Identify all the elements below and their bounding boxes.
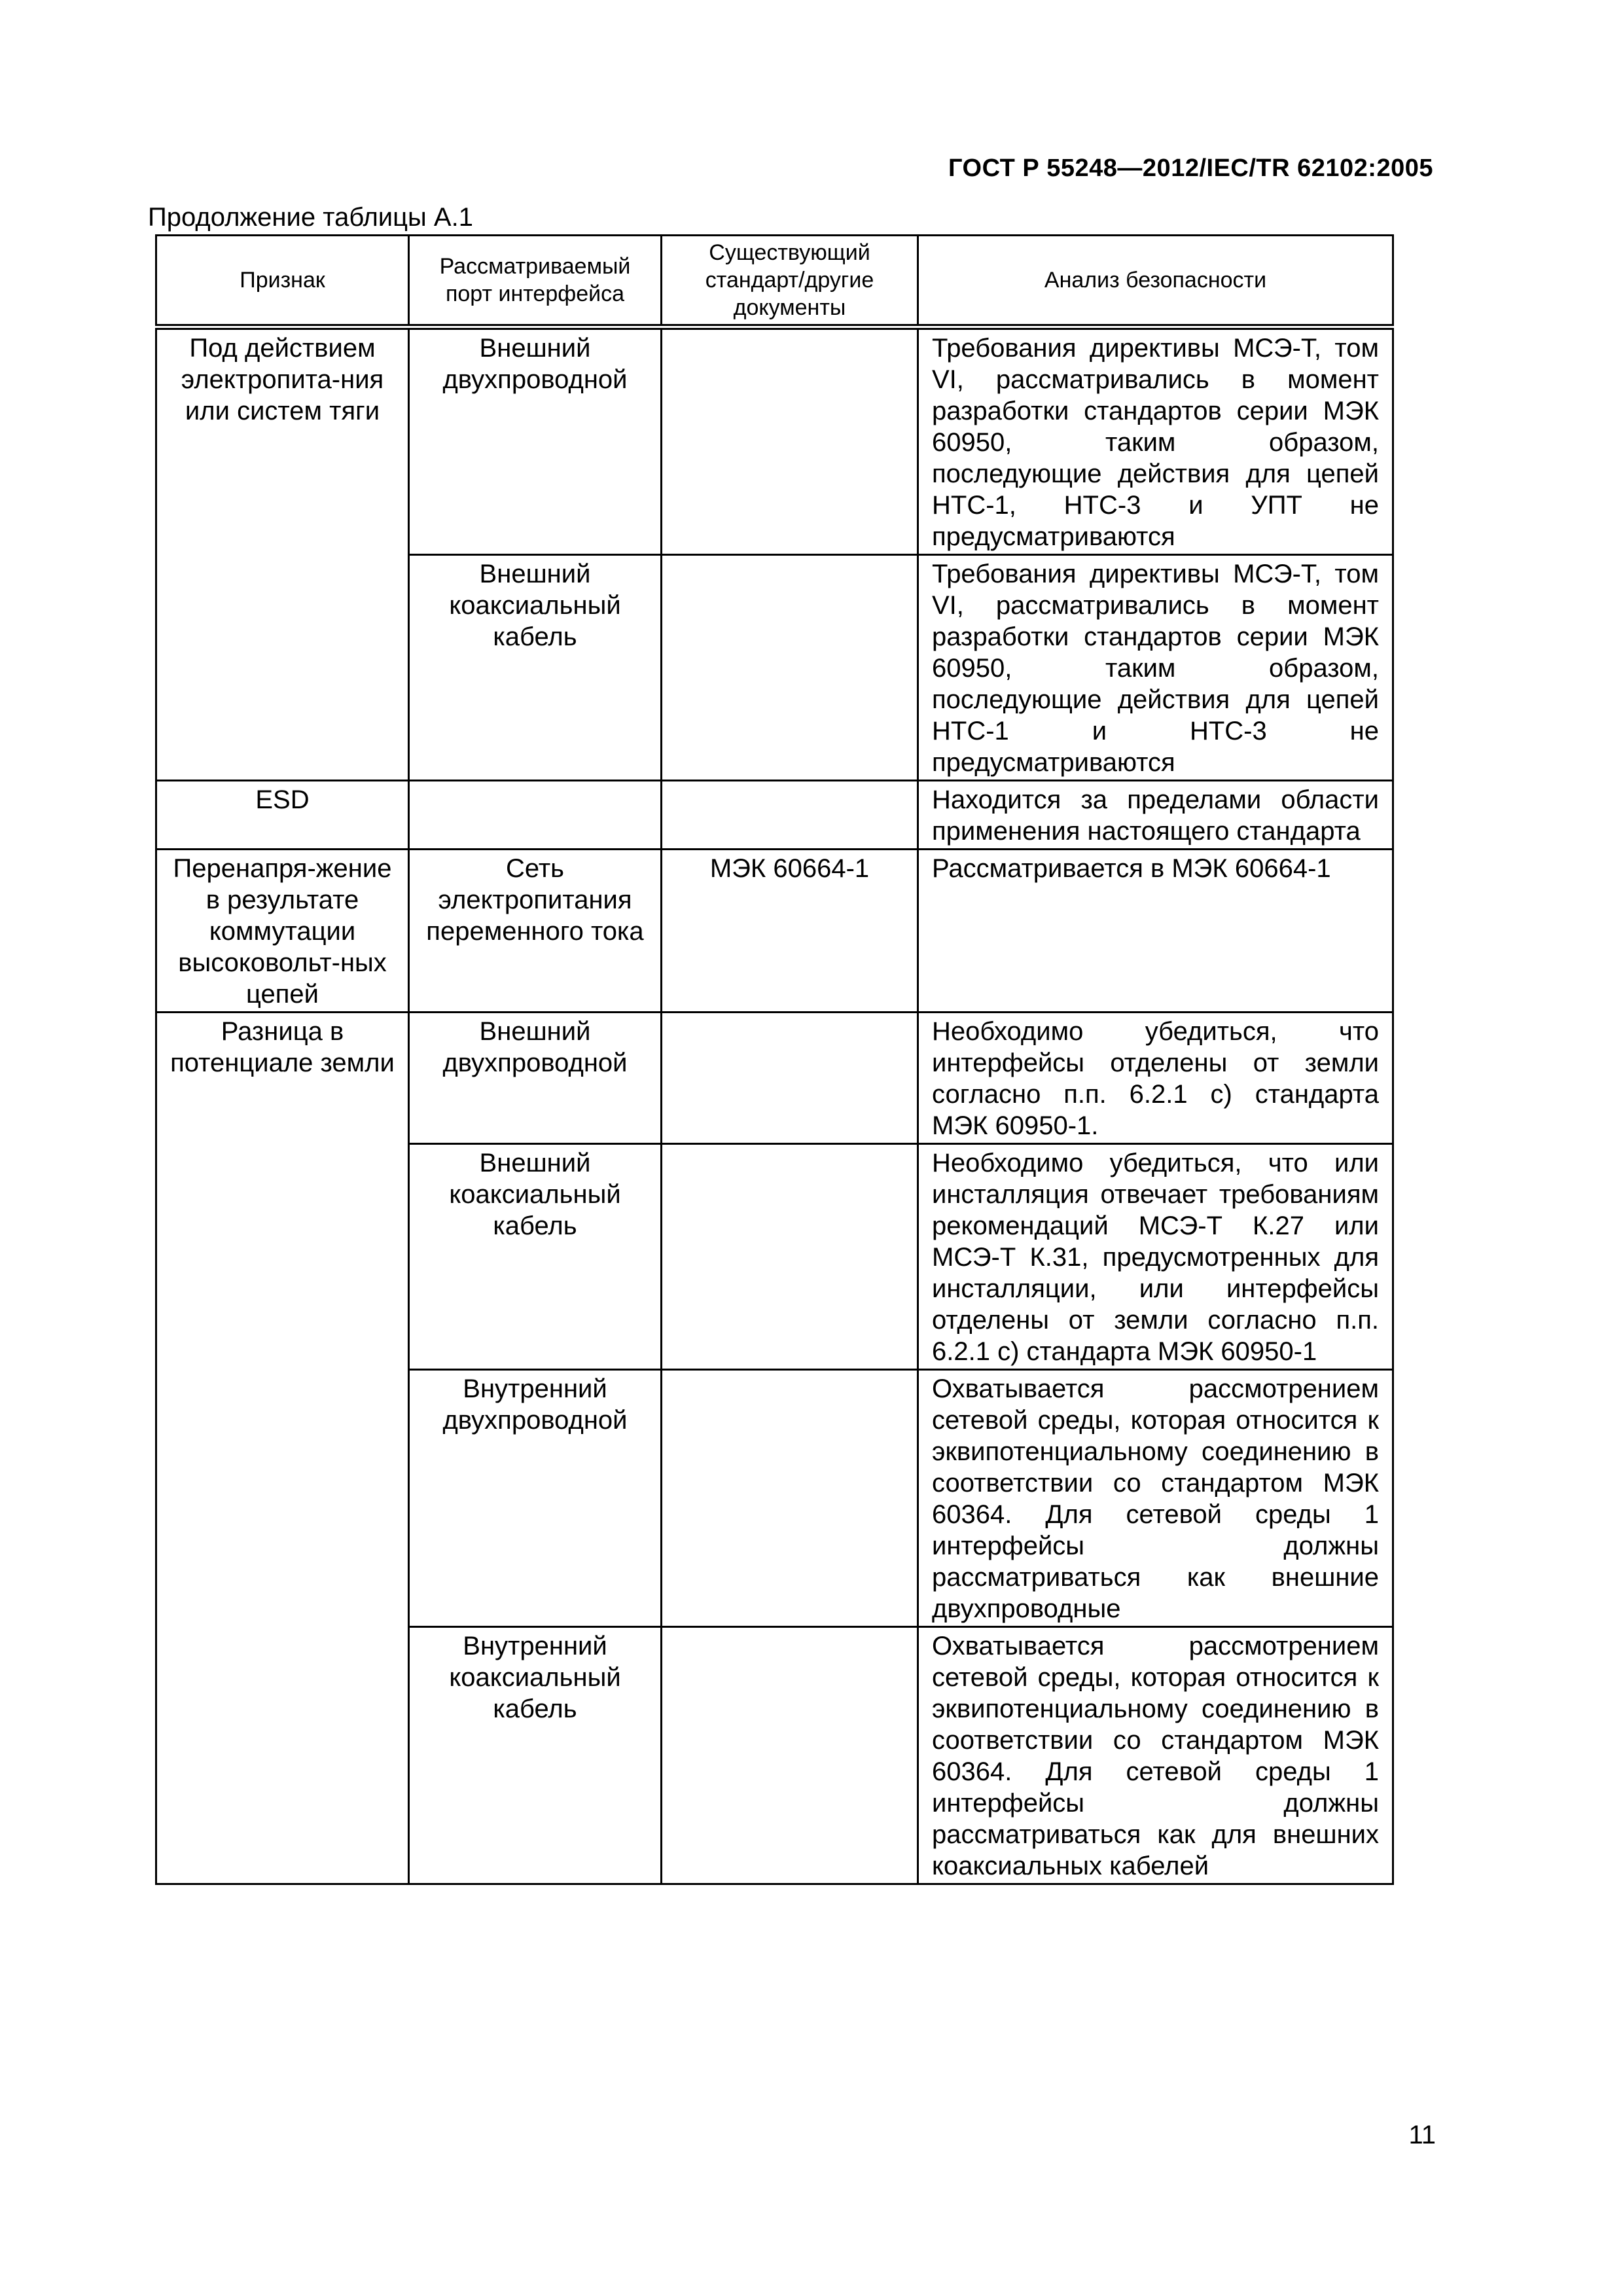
table-header-row bbox=[156, 236, 1393, 327]
port-cell: Внутренний коаксиальный кабель bbox=[409, 1627, 662, 1884]
port-cell: Внешний коаксиальный кабель bbox=[409, 555, 662, 781]
standard-cell bbox=[662, 1013, 918, 1144]
standard-cell bbox=[662, 555, 918, 781]
port-cell: Внешний двухпроводной bbox=[409, 1013, 662, 1144]
analysis-cell: Требования директивы МСЭ-Т, том VI, рассматривались в момент разработки стандартов серии МЭК 60950, таким образом, последующие действия для цепей НТС-1, НТС-3 и УПТ не предусматриваются bbox=[918, 327, 1393, 555]
port-cell: Внутренний двухпроводной bbox=[409, 1370, 662, 1627]
analysis-cell: Необходимо убедиться, что или инсталляция отвечает требованиям рекомендаций МСЭ-Т К.27 или МСЭ-Т К.31, предусмотренных для инсталляции, или интерфейсы отделены от земли согласно п.п. 6.2.1 с) стандарта МЭК 60950-1 bbox=[918, 1144, 1393, 1370]
column-header-standard: Существующий стандарт/другие документы bbox=[662, 236, 918, 327]
table-row bbox=[156, 327, 1393, 555]
document-header: ГОСТ Р 55248—2012/IEC/TR 62102:2005 bbox=[948, 154, 1433, 182]
port-cell bbox=[409, 781, 662, 850]
analysis-cell: Находится за пределами области применения настоящего стандарта bbox=[918, 781, 1393, 850]
port-cell: Внешний коаксиальный кабель bbox=[409, 1144, 662, 1370]
standard-cell bbox=[662, 327, 918, 555]
table-row bbox=[156, 1013, 1393, 1144]
column-header-analysis: Анализ безопасности bbox=[918, 236, 1393, 327]
standard-cell bbox=[662, 1370, 918, 1627]
port-cell: Сеть электропитания переменного тока bbox=[409, 850, 662, 1013]
feature-cell: ESD bbox=[156, 781, 409, 850]
analysis-cell: Охватывается рассмотрением сетевой среды, которая относится к эквипотенциальному соединению в соответствии со стандартом МЭК 60364. Для сетевой среды 1 интерфейсы должны рассматриваться как для внешних коаксиальных кабелей bbox=[918, 1627, 1393, 1884]
table-row bbox=[156, 781, 1393, 850]
feature-cell: Под действием электропита-ния или систем тяги bbox=[156, 327, 409, 781]
table-row bbox=[156, 850, 1393, 1013]
feature-cell: Разница в потенциале земли bbox=[156, 1013, 409, 1884]
standard-cell bbox=[662, 1144, 918, 1370]
standard-cell: МЭК 60664-1 bbox=[662, 850, 918, 1013]
analysis-cell: Необходимо убедиться, что интерфейсы отделены от земли согласно п.п. 6.2.1 с) стандарта МЭК 60950-1. bbox=[918, 1013, 1393, 1144]
column-header-feature: Признак bbox=[156, 236, 409, 327]
table-caption: Продолжение таблицы А.1 bbox=[148, 203, 473, 232]
port-cell: Внешний двухпроводной bbox=[409, 327, 662, 555]
page-number: 11 bbox=[1408, 2121, 1436, 2149]
analysis-table bbox=[155, 234, 1394, 1885]
analysis-cell: Требования директивы МСЭ-Т, том VI, рассматривались в момент разработки стандартов серии МЭК 60950, таким образом, последующие действия для цепей НТС-1 и НТС-3 не предусматриваются bbox=[918, 555, 1393, 781]
standard-cell bbox=[662, 1627, 918, 1884]
standard-cell bbox=[662, 781, 918, 850]
feature-cell: Перенапря-жение в результате коммутации высоковольт-ных цепей bbox=[156, 850, 409, 1013]
analysis-cell: Охватывается рассмотрением сетевой среды, которая относится к эквипотенциальному соединению в соответствии со стандартом МЭК 60364. Для сетевой среды 1 интерфейсы должны рассматриваться как внешние двухпроводные bbox=[918, 1370, 1393, 1627]
analysis-cell: Рассматривается в МЭК 60664-1 bbox=[918, 850, 1393, 1013]
column-header-port: Рассматриваемый порт интерфейса bbox=[409, 236, 662, 327]
